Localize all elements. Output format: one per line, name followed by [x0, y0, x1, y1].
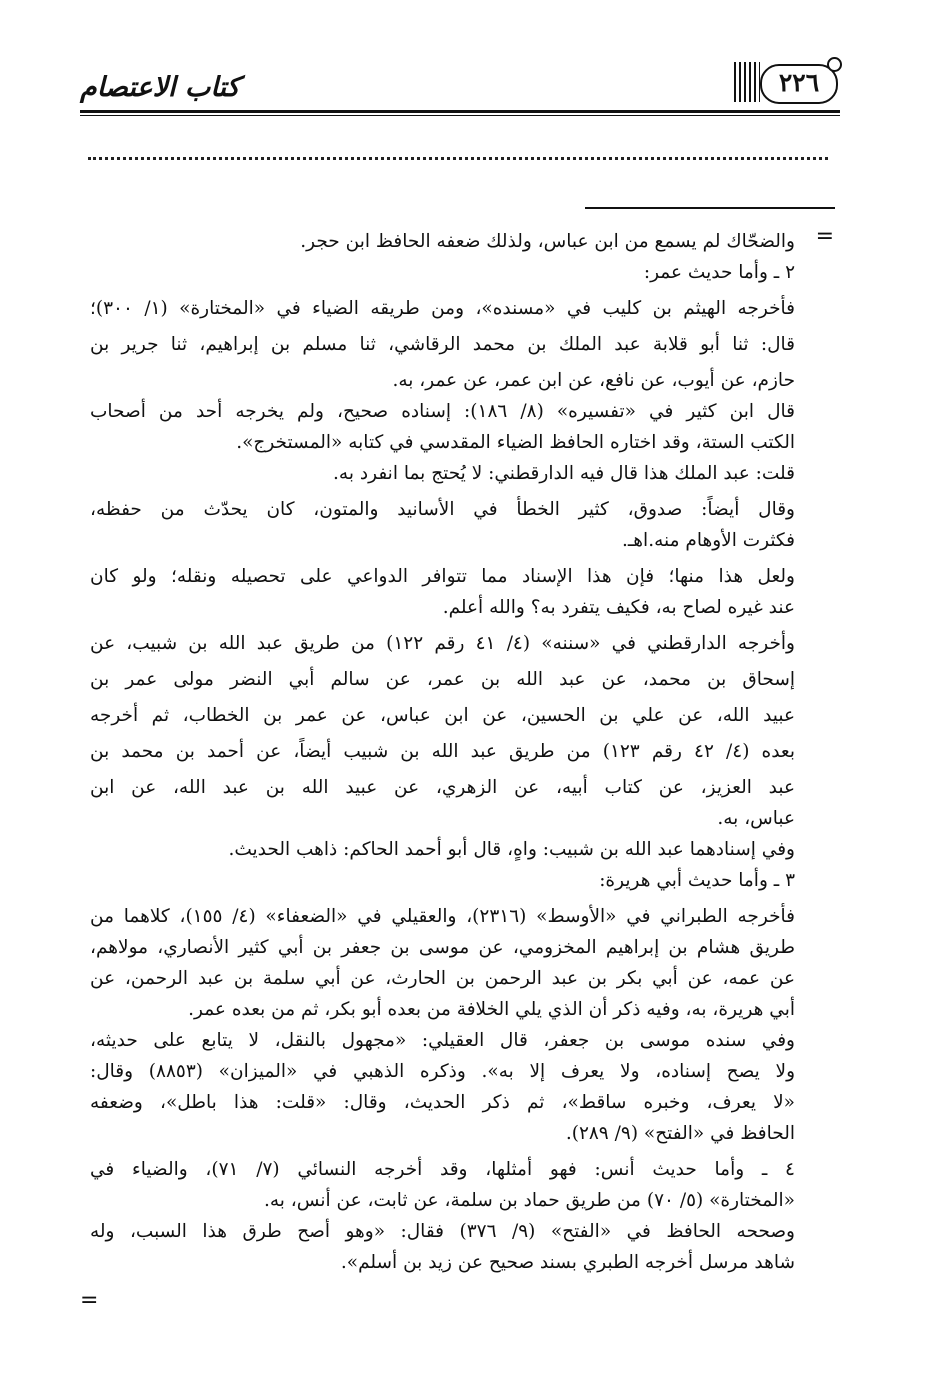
text-line: فأخرجه الهيثم بن كليب في «مسنده»، ومن طريقه الضياء في «المختارة» (١/ ٣٠٠)؛	[90, 298, 795, 319]
text-line: وقال أيضاً: صدوق، كثير الخطأ في الأسانيد والمتون، كان يحدّث من حفظه،	[90, 499, 795, 520]
text-line: طريق هشام بن إبراهيم المخزومي، عن موسى بن جعفر بن أبي كثير الأنصاري، مولاهم،	[90, 937, 795, 958]
header-rule	[80, 110, 840, 113]
text-line: قال: ثنا أبو قلابة عبد الملك بن محمد الرقاشي، ثنا مسلم بن إبراهيم، ثنا جرير بن	[90, 334, 795, 355]
header-ornament	[734, 62, 760, 102]
text-line: ٤ ـ وأما حديث أنس: فهو أمثلها، وقد أخرجه النسائي (٧/ ٧١)، والضياء في	[90, 1159, 795, 1180]
book-title: كتاب الاعتصام	[80, 72, 240, 103]
text-line: قلت: عبد الملك هذا قال فيه الدارقطني: لا يُحتج بما انفرد به.	[333, 463, 795, 484]
text-line: «المختارة» (٥/ ٧٠) من طريق حماد بن سلمة، عن ثابت، عن أنس، به.	[263, 1190, 795, 1211]
text-line: بعده (٤/ ٤٢ رقم ١٢٣) من طريق عبد الله بن شبيب أيضاً، عن أحمد بن محمد بن	[90, 741, 795, 762]
text-line: ولعل هذا منها؛ فإن هذا الإسناد مما تتوافر الدواعي على تحصيله ونقله؛ ولو كان	[90, 566, 795, 587]
text-line: فأخرجه الطبراني في «الأوسط» (٢٣١٦)، والعقيلي في «الضعفاء» (٤/ ١٥٥)، كلاهما من	[90, 906, 795, 927]
text-line: وفي إسنادهما عبد الله بن شبيب: واهٍ، قال أبو أحمد الحاكم: ذاهب الحديث.	[228, 839, 795, 860]
continuation-marker-bottom: =	[80, 1288, 99, 1313]
text-line: «لا يعرف، وخبره ساقط»، ثم ذكر الحديث، وقال: «قلت: هذا باطل»، وضعفه	[90, 1092, 795, 1113]
text-line: الكتب الستة، وقد اختاره الحافظ الضياء المقدسي في كتابه «المستخرج».	[236, 432, 795, 453]
text-line: وفي سنده موسى بن جعفر، قال العقيلي: «مجهول بالنقل، لا يتابع على حديثه،	[90, 1030, 795, 1051]
continuation-marker-top: =	[815, 224, 834, 249]
text-line: عند غيره لصاح به، فكيف يتفرد به؟ والله أعلم.	[442, 597, 795, 618]
text-line: وصححه الحافظ في «الفتح» (٩/ ٣٧٦) فقال: «وهو أصح طرق هذا السبب، وله	[90, 1221, 795, 1242]
text-line: والضحّاك لم يسمع من ابن عباس، ولذلك ضعفه الحافظ ابن حجر.	[300, 231, 795, 252]
text-line: قال ابن كثير في «تفسيره» (٨/ ١٨٦): إسناده صحيح، ولم يخرجه أحد من أصحاب	[90, 401, 795, 422]
page-header	[80, 58, 840, 118]
text-line: عباس، به.	[717, 808, 795, 829]
text-line: فكثرت الأوهام منه.اهـ.	[622, 530, 795, 551]
text-line: وأخرجه الدارقطني في «سننه» (٤/ ٤١ رقم ١٢٢) من طريق عبد الله بن شبيب، عن	[90, 633, 795, 654]
text-line: عبيد الله، عن علي بن الحسين، عن ابن عباس، عن عمر بن الخطاب، ثم أخرجه	[90, 705, 795, 726]
text-line: ٣ ـ وأما حديث أبي هريرة:	[599, 870, 795, 891]
page-number: ٢٢٦	[760, 64, 838, 104]
text-line: الحافظ في «الفتح» (٩/ ٢٨٩).	[565, 1123, 795, 1144]
footnote-rule	[585, 207, 835, 209]
text-line: أبي هريرة، به، وفيه ذكر أن الذي يلي الخلافة من بعده أبو بكر، ثم من بعده عمر.	[188, 999, 795, 1020]
footnote-body	[90, 226, 795, 1278]
text-line: عبد العزيز، عن كتاب أبيه، عن الزهري، عن عبيد الله بن عبد الله، عن ابن	[90, 777, 795, 798]
text-line: ٢ ـ وأما حديث عمر:	[643, 262, 795, 283]
text-line: حازم، عن أيوب، عن نافع، عن ابن عمر، عن عمر، به.	[392, 370, 795, 391]
text-line: عن عمه، عن أبي بكر بن عبد الرحمن بن الحارث، عن أبي سلمة بن عبد الرحمن، عن	[90, 968, 795, 989]
text-line: إسحاق بن محمد، عن عبد الله بن عمر، عن سالم أبي النضر مولى عمر بن	[90, 669, 795, 690]
dotted-separator	[88, 157, 828, 160]
text-line: ولا يصح إسناده، ولا يعرف إلا به». وذكره الذهبي في «الميزان» (٨٨٥٣) وقال:	[90, 1061, 795, 1082]
text-line: شاهد مرسل أخرجه الطبري بسند صحيح عن زيد بن أسلم».	[340, 1252, 795, 1273]
